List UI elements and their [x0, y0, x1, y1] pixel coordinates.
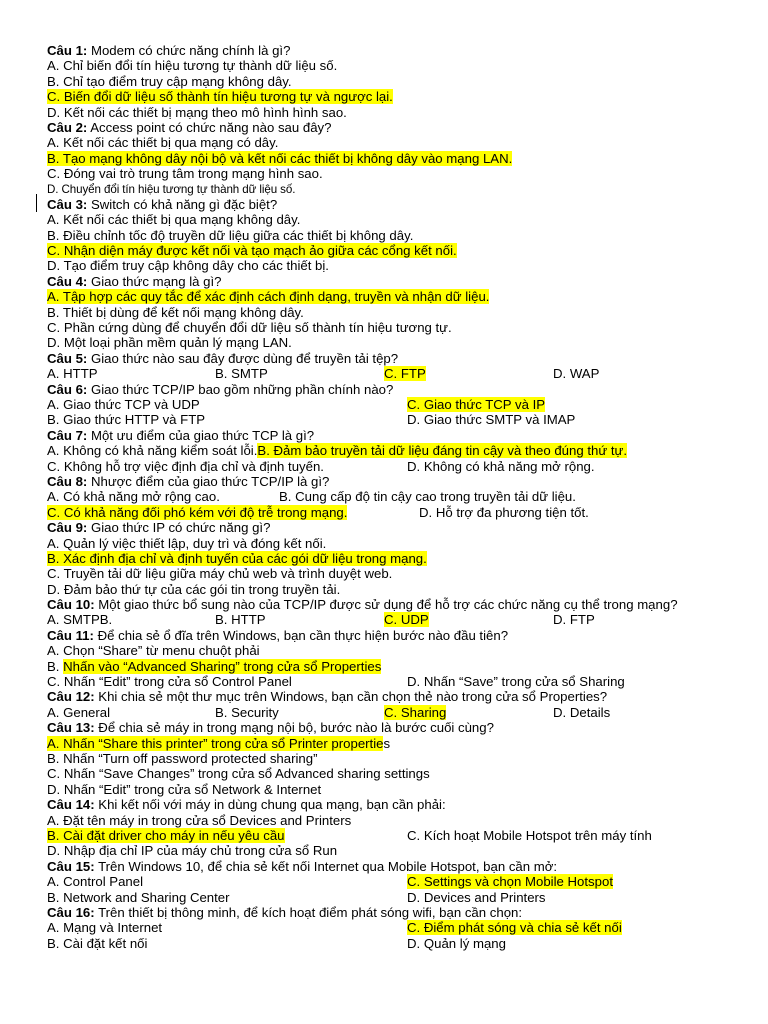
question-line [47, 859, 722, 874]
answer-row [47, 828, 722, 843]
answer-cell [47, 612, 112, 627]
correct-answer-line [47, 289, 722, 304]
question-number: Câu 5: [47, 350, 88, 366]
question-text: Switch có khả năng gì đặc biệt? [87, 196, 278, 212]
answer-text: C. Đóng vai trò trung tâm trong mạng hình sao. [47, 166, 323, 182]
answer-text: C. Phần cứng dùng để chuyển đổi dữ liệu số thành tín hiệu tương tự. [47, 320, 452, 336]
answer-text: C. Nhận diện máy được kết nối và tạo mạch ảo giữa các cổng kết nối. [47, 243, 457, 259]
answer-text: C. Kích hoạt Mobile Hotspot trên máy tính [407, 827, 652, 843]
answer-text: D. Nhấn “Edit” trong cửa sổ Network & Internet [47, 781, 322, 797]
question-text: Trên Windows 10, để chia sẻ kết nối Internet qua Mobile Hotspot, bạn cần mở: [94, 858, 558, 874]
quiz-document [47, 43, 722, 951]
answer-cell [279, 489, 576, 504]
answer-text: D. Nhấn “Save” trong cửa sổ Sharing [407, 674, 625, 690]
answer-line [47, 74, 722, 89]
answer-text: D. Details [553, 704, 611, 720]
answer-text: B. Cài đặt kết nối [47, 935, 148, 951]
answer-text: D. Hỗ trợ đa phương tiện tốt. [419, 504, 589, 520]
answer-line [47, 566, 722, 581]
question-text: Khi kết nối với máy in dùng chung qua mạng, bạn cần phải: [94, 797, 446, 813]
answer-text: C. Không hỗ trợ việc định địa chỉ và định tuyến. [47, 458, 324, 474]
answer-text: B. Network and Sharing Center [47, 889, 230, 905]
question-line [47, 197, 722, 212]
answer-text: B. Giao thức HTTP và FTP [47, 412, 206, 428]
question-number: Câu 10: [47, 597, 95, 613]
question-text: Để chia sẻ máy in trong mạng nội bộ, bước nào là bước cuối cùng? [94, 720, 494, 736]
answer-cell [47, 920, 162, 935]
answer-cell [407, 890, 546, 905]
correct-answer-text: C. Điểm phát sóng và chia sẻ kết nối [407, 920, 622, 936]
answer-row [47, 890, 722, 905]
answer-text: D. Chuyển đổi tín hiệu tương tự thành dữ liệu số. [47, 182, 296, 196]
question-number: Câu 3: [47, 196, 88, 212]
answer-text: D. Quản lý mạng [407, 935, 506, 951]
question-number: Câu 13: [47, 720, 95, 736]
question-number: Câu 7: [47, 427, 88, 443]
question-line [47, 428, 722, 443]
answer-line [47, 58, 722, 73]
answer-row [47, 705, 722, 720]
question-text: Một giao thức bổ sung nào của TCP/IP được sử dụng để hỗ trợ các chức năng cụ thể trong mạng? [94, 597, 678, 613]
question-text: Access point có chức năng nào sau đây? [87, 119, 332, 135]
question-text: Modem có chức năng chính là gì? [87, 43, 291, 58]
answer-cell [407, 674, 625, 689]
question-number: Câu 14: [47, 797, 95, 813]
answer-text: A. HTTP [47, 366, 98, 382]
question-text: Giao thức TCP/IP bao gồm những phần chính nào? [87, 381, 394, 397]
question-line [47, 720, 722, 735]
answer-text: C. Biến đổi dữ liệu số thành tín hiệu tương tự và ngược lại. [47, 89, 393, 105]
answer-text: D. WAP [553, 366, 600, 382]
answer-cell [47, 459, 324, 474]
question-line [47, 120, 722, 135]
answer-text: A. Mạng và Internet [47, 920, 163, 936]
answer-text: B. [47, 658, 64, 674]
answer-cell [215, 705, 279, 720]
answer-row [47, 412, 722, 427]
answer-line [47, 105, 722, 120]
correct-answer-text: A. Nhấn “Share this printer” trong cửa sổ Printer propertie [47, 735, 384, 751]
correct-answer-line [47, 89, 722, 104]
answer-text: D. Nhập địa chỉ IP của máy chủ trong cửa sổ Run [47, 843, 338, 859]
question-text: Giao thức IP có chức năng gì? [87, 520, 271, 536]
answer-cell [47, 489, 220, 504]
answer-line [47, 659, 722, 674]
answer-text: D. Devices and Printers [407, 889, 546, 905]
answer-cell [407, 412, 575, 427]
correct-answer-text: C. Settings và chọn Mobile Hotspot [407, 874, 613, 890]
answer-text: B. Tạo mạng không dây nội bộ và kết nối các thiết bị không dây vào mạng LAN. [47, 150, 513, 166]
answer-line [47, 582, 722, 597]
question-number: Câu 15: [47, 858, 95, 874]
question-text: Khi chia sẻ một thư mục trên Windows, bạn cần chọn thẻ nào trong cửa sổ Properties? [94, 689, 608, 705]
answer-line [47, 228, 722, 243]
question-line [47, 474, 722, 489]
answer-line [47, 335, 722, 350]
answer-text: D. Tạo điểm truy cập không dây cho các thiết bị. [47, 258, 329, 274]
answer-row [47, 459, 722, 474]
answer-cell [47, 505, 347, 520]
answer-text: A. General [47, 704, 111, 720]
answer-text: B. Điều chỉnh tốc độ truyền dữ liệu giữa các thiết bị không dây. [47, 227, 414, 243]
answer-text: D. Đảm bảo thứ tự của các gói tin trong truyền tải. [47, 581, 341, 597]
answer-row [47, 505, 722, 520]
answer-line [47, 182, 722, 197]
answer-text: D. Một loại phần mềm quản lý mạng LAN. [47, 335, 292, 351]
answer-cell [407, 936, 506, 951]
correct-answer-line [47, 551, 722, 566]
correct-answer-text: B. Cài đặt driver cho máy in nếu yêu cầu [47, 827, 285, 843]
answer-text: A. Có khả năng mở rộng cao. [47, 489, 220, 505]
answer-text: B. Xác định địa chỉ và định tuyến của các gói dữ liệu trong mạng. [47, 550, 427, 566]
answer-cell [47, 412, 205, 427]
correct-answer-text: C. Sharing [384, 704, 447, 720]
correct-answer-line [47, 243, 722, 258]
answer-text: D. Kết nối các thiết bị mạng theo mô hình hình sao. [47, 104, 347, 120]
answer-text: C. Nhấn “Save Changes” trong cửa sổ Advanced sharing settings [47, 766, 430, 782]
answer-line [47, 643, 722, 658]
question-line [47, 43, 722, 58]
question-line [47, 905, 722, 920]
answer-text: B. Cung cấp độ tin cậy cao trong truyền tải dữ liệu. [279, 489, 576, 505]
question-number: Câu 1: [47, 43, 88, 58]
correct-answer-text: Nhấn vào “Advanced Sharing” trong cửa sổ Properties [63, 658, 382, 674]
question-number: Câu 2: [47, 119, 88, 135]
question-text: Trên thiết bị thông minh, để kích hoạt điểm phát sóng wifi, bạn cần chọn: [94, 904, 523, 920]
answer-line [47, 843, 722, 858]
answer-row [47, 920, 722, 935]
question-number: Câu 8: [47, 473, 88, 489]
answer-cell [47, 874, 143, 889]
question-text: Giao thức mạng là gì? [87, 273, 222, 289]
answer-line [47, 536, 722, 551]
answer-line [47, 782, 722, 797]
answer-line [47, 443, 722, 458]
answer-line [47, 813, 722, 828]
answer-cell [215, 366, 268, 381]
answer-cell [407, 459, 595, 474]
answer-row [47, 397, 722, 412]
answer-cell [407, 397, 545, 412]
question-number: Câu 16: [47, 904, 95, 920]
answer-text: A. Kết nối các thiết bị qua mạng không dây. [47, 212, 301, 228]
answer-text: A. Quản lý việc thiết lập, duy trì và đóng kết nối. [47, 535, 327, 551]
answer-text: B. SMTP [215, 366, 268, 382]
question-text: Nhược điểm của giao thức TCP/IP là gì? [87, 473, 330, 489]
question-line [47, 274, 722, 289]
answer-text: B. Nhấn “Turn off password protected sharing” [47, 750, 318, 766]
question-text: Một ưu điểm của giao thức TCP là gì? [87, 427, 315, 443]
answer-cell [419, 505, 589, 520]
correct-answer-line [47, 151, 722, 166]
answer-text: A. SMTPB. [47, 612, 113, 628]
question-line [47, 597, 722, 612]
question-line [47, 520, 722, 535]
answer-cell [47, 705, 110, 720]
answer-text: A. Không có khả năng kiểm soát lỗi. [47, 443, 258, 459]
answer-cell [553, 612, 595, 627]
answer-line [47, 320, 722, 335]
answer-cell [384, 705, 446, 720]
answer-line [47, 751, 722, 766]
answer-cell [407, 874, 613, 889]
answer-row [47, 936, 722, 951]
answer-row [47, 874, 722, 889]
answer-cell [384, 366, 426, 381]
answer-line [47, 135, 722, 150]
question-line [47, 797, 722, 812]
answer-text: A. Chỉ biến đổi tín hiệu tương tự thành dữ liệu số. [47, 58, 338, 74]
answer-row [47, 612, 722, 627]
question-number: Câu 11: [47, 627, 94, 643]
answer-line [47, 736, 722, 751]
answer-cell [47, 674, 292, 689]
answer-text: s [383, 735, 391, 751]
answer-line [47, 166, 722, 181]
answer-line [47, 258, 722, 273]
question-line [47, 689, 722, 704]
answer-text: B. Thiết bị dùng để kết nối mạng không dây. [47, 304, 304, 320]
answer-cell [47, 397, 200, 412]
answer-row [47, 366, 722, 381]
answer-line [47, 212, 722, 227]
answer-cell [47, 890, 230, 905]
answer-line [47, 766, 722, 781]
question-line [47, 382, 722, 397]
answer-cell [47, 936, 147, 951]
answer-cell [553, 366, 599, 381]
answer-text: C. Nhấn “Edit” trong cửa sổ Control Panel [47, 674, 292, 690]
answer-text: A. Control Panel [47, 874, 144, 890]
answer-text: B. Security [215, 704, 279, 720]
answer-text: A. Tập hợp các quy tắc để xác định cách định dạng, truyền và nhận dữ liệu. [47, 289, 490, 305]
answer-text: A. Giao thức TCP và UDP [47, 396, 200, 412]
question-text: Để chia sẻ ổ đĩa trên Windows, bạn cần thực hiện bước nào đầu tiên? [93, 627, 509, 643]
answer-cell [384, 612, 429, 627]
correct-answer-text: B. Đảm bảo truyền tải dữ liệu đáng tin cậy và theo đúng thứ tự. [257, 443, 627, 459]
correct-answer-text: C. FTP [384, 366, 426, 382]
answer-text: D. Giao thức SMTP và IMAP [407, 412, 576, 428]
answer-text: B. Chỉ tạo điểm truy cập mạng không dây. [47, 73, 292, 89]
answer-cell [47, 366, 98, 381]
correct-answer-text: C. Có khả năng đối phó kém với độ trễ trong mạng. [47, 504, 348, 520]
question-number: Câu 9: [47, 520, 88, 536]
answer-text: A. Kết nối các thiết bị qua mạng có dây. [47, 135, 279, 151]
answer-text: D. Không có khả năng mở rộng. [407, 458, 595, 474]
text-cursor [36, 194, 37, 212]
answer-line [47, 305, 722, 320]
question-line [47, 351, 722, 366]
answer-text: A. Chọn “Share” từ menu chuột phải [47, 643, 260, 659]
answer-cell [47, 828, 285, 843]
question-line [47, 628, 722, 643]
answer-text: D. FTP [553, 612, 595, 628]
question-number: Câu 4: [47, 273, 88, 289]
answer-cell [407, 828, 652, 843]
correct-answer-text: C. UDP [384, 612, 429, 628]
answer-cell [215, 612, 266, 627]
answer-cell [407, 920, 622, 935]
answer-cell [553, 705, 610, 720]
question-text: Giao thức nào sau đây được dùng để truyền tải tệp? [87, 350, 399, 366]
answer-text: A. Đặt tên máy in trong cửa sổ Devices and Printers [47, 812, 352, 828]
answer-row [47, 674, 722, 689]
correct-answer-text: C. Giao thức TCP và IP [407, 396, 546, 412]
answer-row [47, 489, 722, 504]
answer-text: C. Truyền tải dữ liệu giữa máy chủ web và trình duyệt web. [47, 566, 393, 582]
answer-text: B. HTTP [215, 612, 266, 628]
question-number: Câu 12: [47, 689, 95, 705]
question-number: Câu 6: [47, 381, 88, 397]
